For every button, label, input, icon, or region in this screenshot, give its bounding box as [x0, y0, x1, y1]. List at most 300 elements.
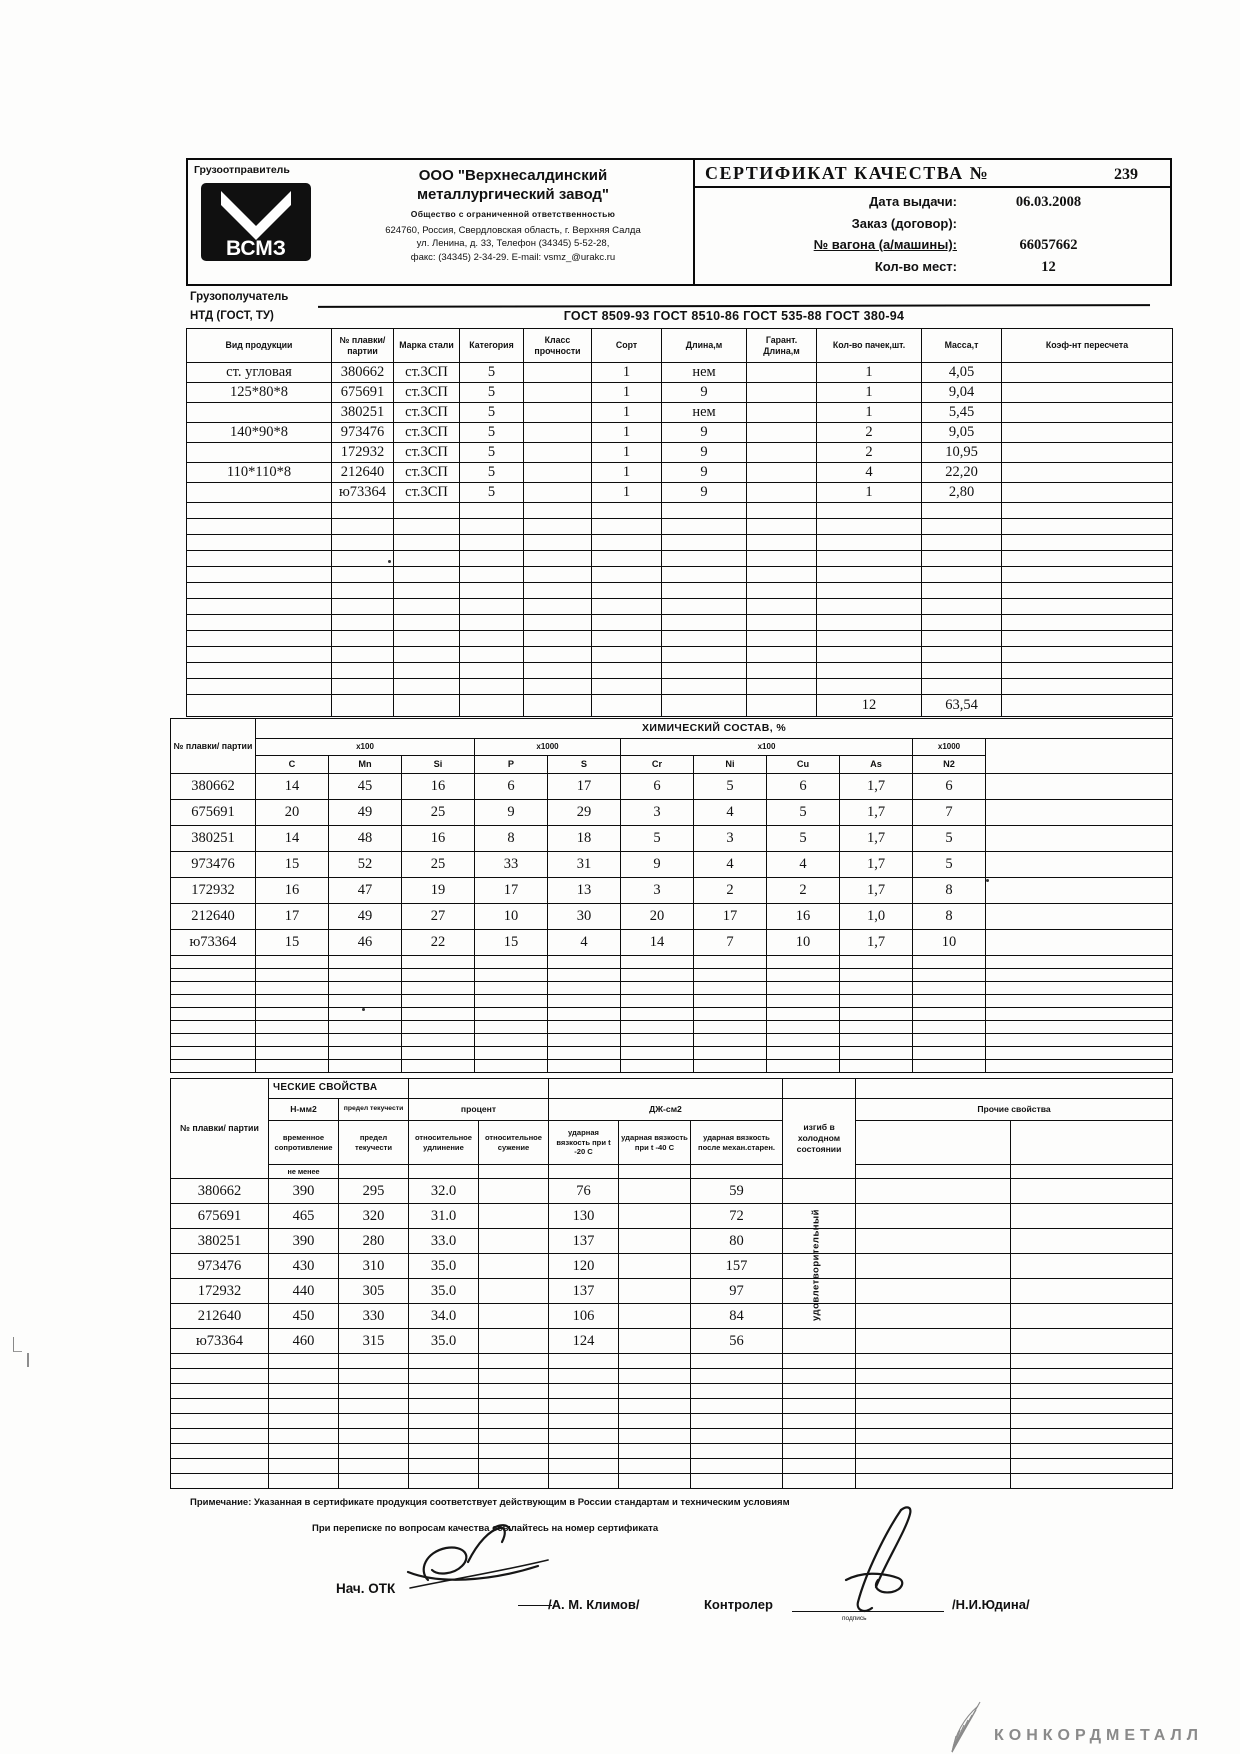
empty-table-row — [171, 1459, 1173, 1474]
table-cell — [747, 463, 817, 483]
table-cell: 675691 — [171, 1204, 269, 1229]
table-cell — [269, 1414, 339, 1429]
table-cell: 35.0 — [409, 1254, 479, 1279]
table-row — [171, 800, 1173, 826]
table-cell — [187, 551, 332, 567]
table-cell — [187, 403, 332, 423]
unit-nmm2: Н-мм2 — [269, 1099, 339, 1121]
table-cell — [549, 1459, 619, 1474]
table-cell — [549, 1384, 619, 1399]
table-cell — [332, 599, 394, 615]
table-cell — [922, 583, 1002, 599]
col-guaranteed-length: Гарант. Длина,м — [747, 329, 817, 363]
table-cell — [856, 1444, 1011, 1459]
table-cell — [549, 1354, 619, 1369]
table-cell: 25 — [402, 800, 475, 826]
table-cell — [592, 567, 662, 583]
table-cell — [1011, 1179, 1173, 1204]
table-cell: 16 — [402, 826, 475, 852]
table-cell: 125*80*8 — [187, 383, 332, 403]
table-cell — [1011, 1304, 1173, 1329]
table-row — [187, 363, 1173, 383]
empty-table-row — [171, 1047, 1173, 1060]
table-cell — [524, 503, 592, 519]
vsmz-logo-text: ВСМЗ — [226, 237, 286, 260]
table-cell: 15 — [256, 852, 329, 878]
table-cell — [171, 1474, 269, 1489]
table-cell — [269, 1459, 339, 1474]
footer-note-2: При переписке по вопросам качества ссылайтесь на номер сертификата — [312, 1523, 659, 1534]
table-cell — [986, 1034, 1173, 1047]
table-cell: 1 — [817, 403, 922, 423]
table-cell — [592, 551, 662, 567]
table-cell — [549, 1414, 619, 1429]
table-cell: ю73364 — [171, 1329, 269, 1354]
table-cell: 14 — [256, 826, 329, 852]
table-cell — [394, 631, 460, 647]
table-cell: 3 — [694, 826, 767, 852]
table-cell — [621, 1047, 694, 1060]
table-cell — [475, 969, 548, 982]
table-cell: 48 — [329, 826, 402, 852]
table-cell — [409, 1399, 479, 1414]
col-cold-bend: изгиб в холодном состоянии — [783, 1099, 856, 1179]
table-cell — [840, 1008, 913, 1021]
table-cell — [913, 969, 986, 982]
table-cell — [619, 1444, 691, 1459]
table-cell — [171, 1399, 269, 1414]
table-cell — [171, 1008, 256, 1021]
table-cell — [986, 982, 1173, 995]
table-cell — [619, 1304, 691, 1329]
table-cell: 3 — [621, 800, 694, 826]
table-cell: 390 — [269, 1179, 339, 1204]
table-cell — [767, 1034, 840, 1047]
table-cell: 33 — [475, 852, 548, 878]
table-cell — [339, 1414, 409, 1429]
table-cell — [329, 982, 402, 995]
table-cell: 9,05 — [922, 423, 1002, 443]
element-P: P — [475, 756, 548, 774]
table-cell — [332, 503, 394, 519]
table-cell — [329, 956, 402, 969]
table-cell — [394, 599, 460, 615]
table-cell — [662, 567, 747, 583]
table-cell — [548, 1008, 621, 1021]
table-cell: 3 — [621, 878, 694, 904]
table-cell — [986, 1021, 1173, 1034]
col-elongation: относительное удлинение — [409, 1121, 479, 1165]
table-cell — [329, 1021, 402, 1034]
table-cell — [621, 969, 694, 982]
element-Cr: Cr — [621, 756, 694, 774]
table-cell: ст.3СП — [394, 403, 460, 423]
table-cell: 320 — [339, 1204, 409, 1229]
element-Si: Si — [402, 756, 475, 774]
table-cell: 10 — [767, 930, 840, 956]
table-cell — [747, 503, 817, 519]
table-cell — [187, 695, 332, 717]
table-cell: 5 — [460, 443, 524, 463]
table-row — [187, 403, 1173, 423]
table-cell — [332, 535, 394, 551]
table-cell: 15 — [475, 930, 548, 956]
mech-blank-header — [339, 1165, 409, 1179]
table-cell — [592, 599, 662, 615]
table-cell — [256, 1060, 329, 1073]
table-cell — [840, 982, 913, 995]
table-cell: 35.0 — [409, 1329, 479, 1354]
table-cell: 380251 — [332, 403, 394, 423]
table-cell — [691, 1429, 783, 1444]
total-mass: 63,54 — [922, 695, 1002, 717]
table-cell: 5 — [460, 423, 524, 443]
table-cell — [1002, 363, 1173, 383]
empty-table-row — [187, 503, 1173, 519]
table-cell: 2 — [817, 423, 922, 443]
table-cell: ю73364 — [171, 930, 256, 956]
table-cell — [913, 1008, 986, 1021]
table-cell: 380662 — [332, 363, 394, 383]
table-cell — [187, 503, 332, 519]
table-cell — [475, 982, 548, 995]
table-cell — [460, 663, 524, 679]
table-cell — [592, 503, 662, 519]
table-cell — [619, 1429, 691, 1444]
table-cell — [694, 1034, 767, 1047]
table-cell — [1002, 567, 1173, 583]
table-cell: 1 — [817, 363, 922, 383]
empty-table-row — [171, 1399, 1173, 1414]
order-label: Заказ (договор): — [851, 216, 957, 232]
table-cell — [662, 695, 747, 717]
table-cell: 1 — [592, 483, 662, 503]
table-cell: 1 — [592, 443, 662, 463]
table-cell — [524, 695, 592, 717]
table-cell — [1011, 1254, 1173, 1279]
table-cell — [913, 995, 986, 1008]
table-cell — [986, 930, 1173, 956]
table-cell — [1011, 1369, 1173, 1384]
empty-table-row — [171, 1414, 1173, 1429]
table-cell — [460, 503, 524, 519]
table-cell — [460, 567, 524, 583]
table-cell: 4,05 — [922, 363, 1002, 383]
table-cell — [475, 1021, 548, 1034]
table-cell — [187, 535, 332, 551]
table-cell: 8 — [475, 826, 548, 852]
table-cell — [840, 956, 913, 969]
table-cell — [840, 1021, 913, 1034]
table-cell — [621, 982, 694, 995]
table-cell: 1,7 — [840, 852, 913, 878]
table-cell: 5 — [460, 463, 524, 483]
table-cell — [394, 519, 460, 535]
table-cell — [524, 663, 592, 679]
table-cell — [187, 679, 332, 695]
table-row — [171, 1304, 1173, 1329]
table-cell — [269, 1399, 339, 1414]
mech-blank-header — [619, 1165, 691, 1179]
table-cell: 14 — [621, 930, 694, 956]
chem-multiplier-row — [171, 739, 1173, 756]
table-cell: 17 — [475, 878, 548, 904]
table-cell — [922, 615, 1002, 631]
table-cell — [1002, 695, 1173, 717]
otk-chief-name: /А. М. Климов/ — [548, 1597, 640, 1612]
mech-blank-header — [783, 1079, 856, 1099]
table-cell — [1002, 483, 1173, 503]
table-cell: 32.0 — [409, 1179, 479, 1204]
table-cell: 675691 — [332, 383, 394, 403]
table-cell: 5 — [913, 826, 986, 852]
table-cell — [409, 1474, 479, 1489]
table-cell — [394, 503, 460, 519]
table-cell — [256, 1047, 329, 1060]
table-cell: 8 — [913, 904, 986, 930]
empty-table-row — [171, 1444, 1173, 1459]
table-cell: 9 — [662, 463, 747, 483]
table-cell — [856, 1414, 1011, 1429]
table-cell — [592, 519, 662, 535]
table-cell — [694, 969, 767, 982]
table-cell: 5 — [913, 852, 986, 878]
table-cell: 2 — [767, 878, 840, 904]
table-cell — [767, 969, 840, 982]
col-sort: Сорт — [592, 329, 662, 363]
table-cell: 47 — [329, 878, 402, 904]
company-address-line3: факс: (34345) 2-34-29. E-mail: vsmz_@urakc.ru — [410, 252, 616, 264]
table-cell — [409, 1429, 479, 1444]
table-cell — [619, 1459, 691, 1474]
table-cell — [856, 1179, 1011, 1204]
table-cell — [691, 1444, 783, 1459]
empty-table-row — [187, 551, 1173, 567]
mech-blank-header — [479, 1165, 549, 1179]
table-cell: 9 — [662, 483, 747, 503]
table-cell — [479, 1304, 549, 1329]
table-cell — [187, 599, 332, 615]
empty-table-row — [187, 519, 1173, 535]
table-cell — [747, 663, 817, 679]
table-cell — [592, 583, 662, 599]
table-cell — [856, 1229, 1011, 1254]
company-subtitle: Общество с ограниченной ответственностью — [410, 208, 616, 219]
table-cell: 390 — [269, 1229, 339, 1254]
col-other-properties: Прочие свойства — [856, 1099, 1173, 1121]
table-cell — [817, 535, 922, 551]
table-cell — [171, 969, 256, 982]
table-cell — [767, 1060, 840, 1073]
table-cell — [783, 1369, 856, 1384]
table-cell — [747, 443, 817, 463]
table-cell — [747, 423, 817, 443]
field-issue-date — [695, 194, 1170, 211]
table-cell: 31 — [548, 852, 621, 878]
table-cell — [402, 1060, 475, 1073]
table-cell: 27 — [402, 904, 475, 930]
table-cell: ст.3СП — [394, 463, 460, 483]
col-product-type: Вид продукции — [187, 329, 332, 363]
table-cell — [339, 1384, 409, 1399]
total-packs: 12 — [817, 695, 922, 717]
table-cell — [1011, 1459, 1173, 1474]
table-cell — [409, 1459, 479, 1474]
table-row — [187, 423, 1173, 443]
table-cell: 675691 — [171, 800, 256, 826]
table-cell — [548, 956, 621, 969]
table-cell — [332, 519, 394, 535]
mech-heat-header: № плавки/ партии — [171, 1079, 269, 1179]
table-cell — [409, 1354, 479, 1369]
empty-table-row — [187, 631, 1173, 647]
company-name-line1: ООО "Верхнесалдинский — [418, 167, 608, 184]
certificate-fields — [695, 188, 1170, 284]
table-cell — [619, 1204, 691, 1229]
table-cell — [662, 615, 747, 631]
table-cell — [475, 995, 548, 1008]
table-cell: 16 — [402, 774, 475, 800]
table-cell — [691, 1414, 783, 1429]
table-cell: 4 — [817, 463, 922, 483]
empty-table-row — [171, 995, 1173, 1008]
table-cell — [621, 1034, 694, 1047]
table-cell — [592, 615, 662, 631]
empty-table-row — [171, 1369, 1173, 1384]
table-cell — [662, 519, 747, 535]
empty-table-row — [187, 647, 1173, 663]
table-cell: 9 — [662, 423, 747, 443]
table-cell: 4 — [767, 852, 840, 878]
table-cell — [524, 363, 592, 383]
table-cell — [171, 1429, 269, 1444]
controller-label: Контролер — [704, 1597, 773, 1612]
table-cell — [662, 679, 747, 695]
table-cell: 5 — [460, 383, 524, 403]
table-cell: 8 — [913, 878, 986, 904]
table-cell: 330 — [339, 1304, 409, 1329]
empty-table-row — [171, 956, 1173, 969]
table-cell — [783, 1414, 856, 1429]
table-cell — [913, 1021, 986, 1034]
table-cell — [767, 1047, 840, 1060]
table-cell — [1002, 599, 1173, 615]
table-cell — [460, 535, 524, 551]
table-cell — [479, 1279, 549, 1304]
table-cell — [1002, 403, 1173, 423]
table-cell: ст. угловая — [187, 363, 332, 383]
table-cell — [662, 647, 747, 663]
table-cell — [394, 695, 460, 717]
table-cell — [817, 679, 922, 695]
table-cell: 973476 — [171, 1254, 269, 1279]
products-table — [186, 328, 1173, 717]
table-cell — [479, 1329, 549, 1354]
vsmz-logo — [200, 182, 312, 262]
company-address — [333, 224, 693, 265]
col-conversion-coeff: Коэф-нт пересчета — [1002, 329, 1173, 363]
table-cell — [1011, 1229, 1173, 1254]
table-cell — [922, 647, 1002, 663]
table-cell: 56 — [691, 1329, 783, 1354]
controller-name: /Н.И.Юдина/ — [952, 1597, 1030, 1612]
table-cell — [840, 995, 913, 1008]
table-cell — [475, 1008, 548, 1021]
table-cell — [329, 1047, 402, 1060]
table-row — [171, 1329, 1173, 1354]
table-cell — [922, 679, 1002, 695]
scan-artifact — [986, 879, 989, 882]
table-cell — [394, 567, 460, 583]
table-cell — [409, 1444, 479, 1459]
table-cell — [187, 647, 332, 663]
table-cell — [1002, 443, 1173, 463]
col-reduction-area: относительное сужение — [479, 1121, 549, 1165]
table-cell — [339, 1399, 409, 1414]
table-cell: 17 — [694, 904, 767, 930]
table-cell — [986, 878, 1173, 904]
table-cell — [394, 583, 460, 599]
table-cell — [986, 1047, 1173, 1060]
sender-label: Грузоотправитель — [194, 164, 290, 176]
table-cell: 4 — [548, 930, 621, 956]
table-cell — [1011, 1384, 1173, 1399]
table-cell — [475, 956, 548, 969]
table-cell — [691, 1459, 783, 1474]
multiplier-x1000: х1000 — [913, 739, 986, 756]
table-cell — [986, 904, 1173, 930]
places-label: Кол-во мест: — [874, 259, 957, 275]
col-tensile-strength: временное сопротивление — [269, 1121, 339, 1165]
table-cell: 33.0 — [409, 1229, 479, 1254]
empty-table-row — [171, 982, 1173, 995]
table-cell — [592, 631, 662, 647]
table-cell: 10 — [475, 904, 548, 930]
table-cell: 440 — [269, 1279, 339, 1304]
table-cell: 5,45 — [922, 403, 1002, 423]
table-cell — [256, 1021, 329, 1034]
table-cell — [524, 551, 592, 567]
table-cell — [856, 1369, 1011, 1384]
table-cell — [187, 583, 332, 599]
wagon-value: 66057662 — [1019, 236, 1078, 253]
table-cell — [479, 1254, 549, 1279]
table-cell: 157 — [691, 1254, 783, 1279]
table-cell: 5 — [767, 800, 840, 826]
table-cell: 1,7 — [840, 800, 913, 826]
table-cell — [662, 551, 747, 567]
table-cell: 20 — [256, 800, 329, 826]
table-cell — [460, 631, 524, 647]
table-cell: 34.0 — [409, 1304, 479, 1329]
table-cell — [409, 1414, 479, 1429]
table-cell: 5 — [460, 483, 524, 503]
table-cell — [856, 1399, 1011, 1414]
table-cell — [171, 1021, 256, 1034]
products-total-row — [187, 695, 1173, 717]
table-cell — [856, 1354, 1011, 1369]
chem-title: ХИМИЧЕСКИЙ СОСТАВ, % — [256, 719, 1173, 739]
table-cell — [269, 1444, 339, 1459]
table-cell — [1011, 1429, 1173, 1444]
table-cell — [817, 567, 922, 583]
consignee-label: Грузополучатель — [190, 291, 289, 303]
table-cell — [171, 982, 256, 995]
table-cell — [339, 1459, 409, 1474]
ntd-label: НТД (ГОСТ, ТУ) — [190, 310, 274, 322]
table-cell: 305 — [339, 1279, 409, 1304]
table-cell — [524, 403, 592, 423]
